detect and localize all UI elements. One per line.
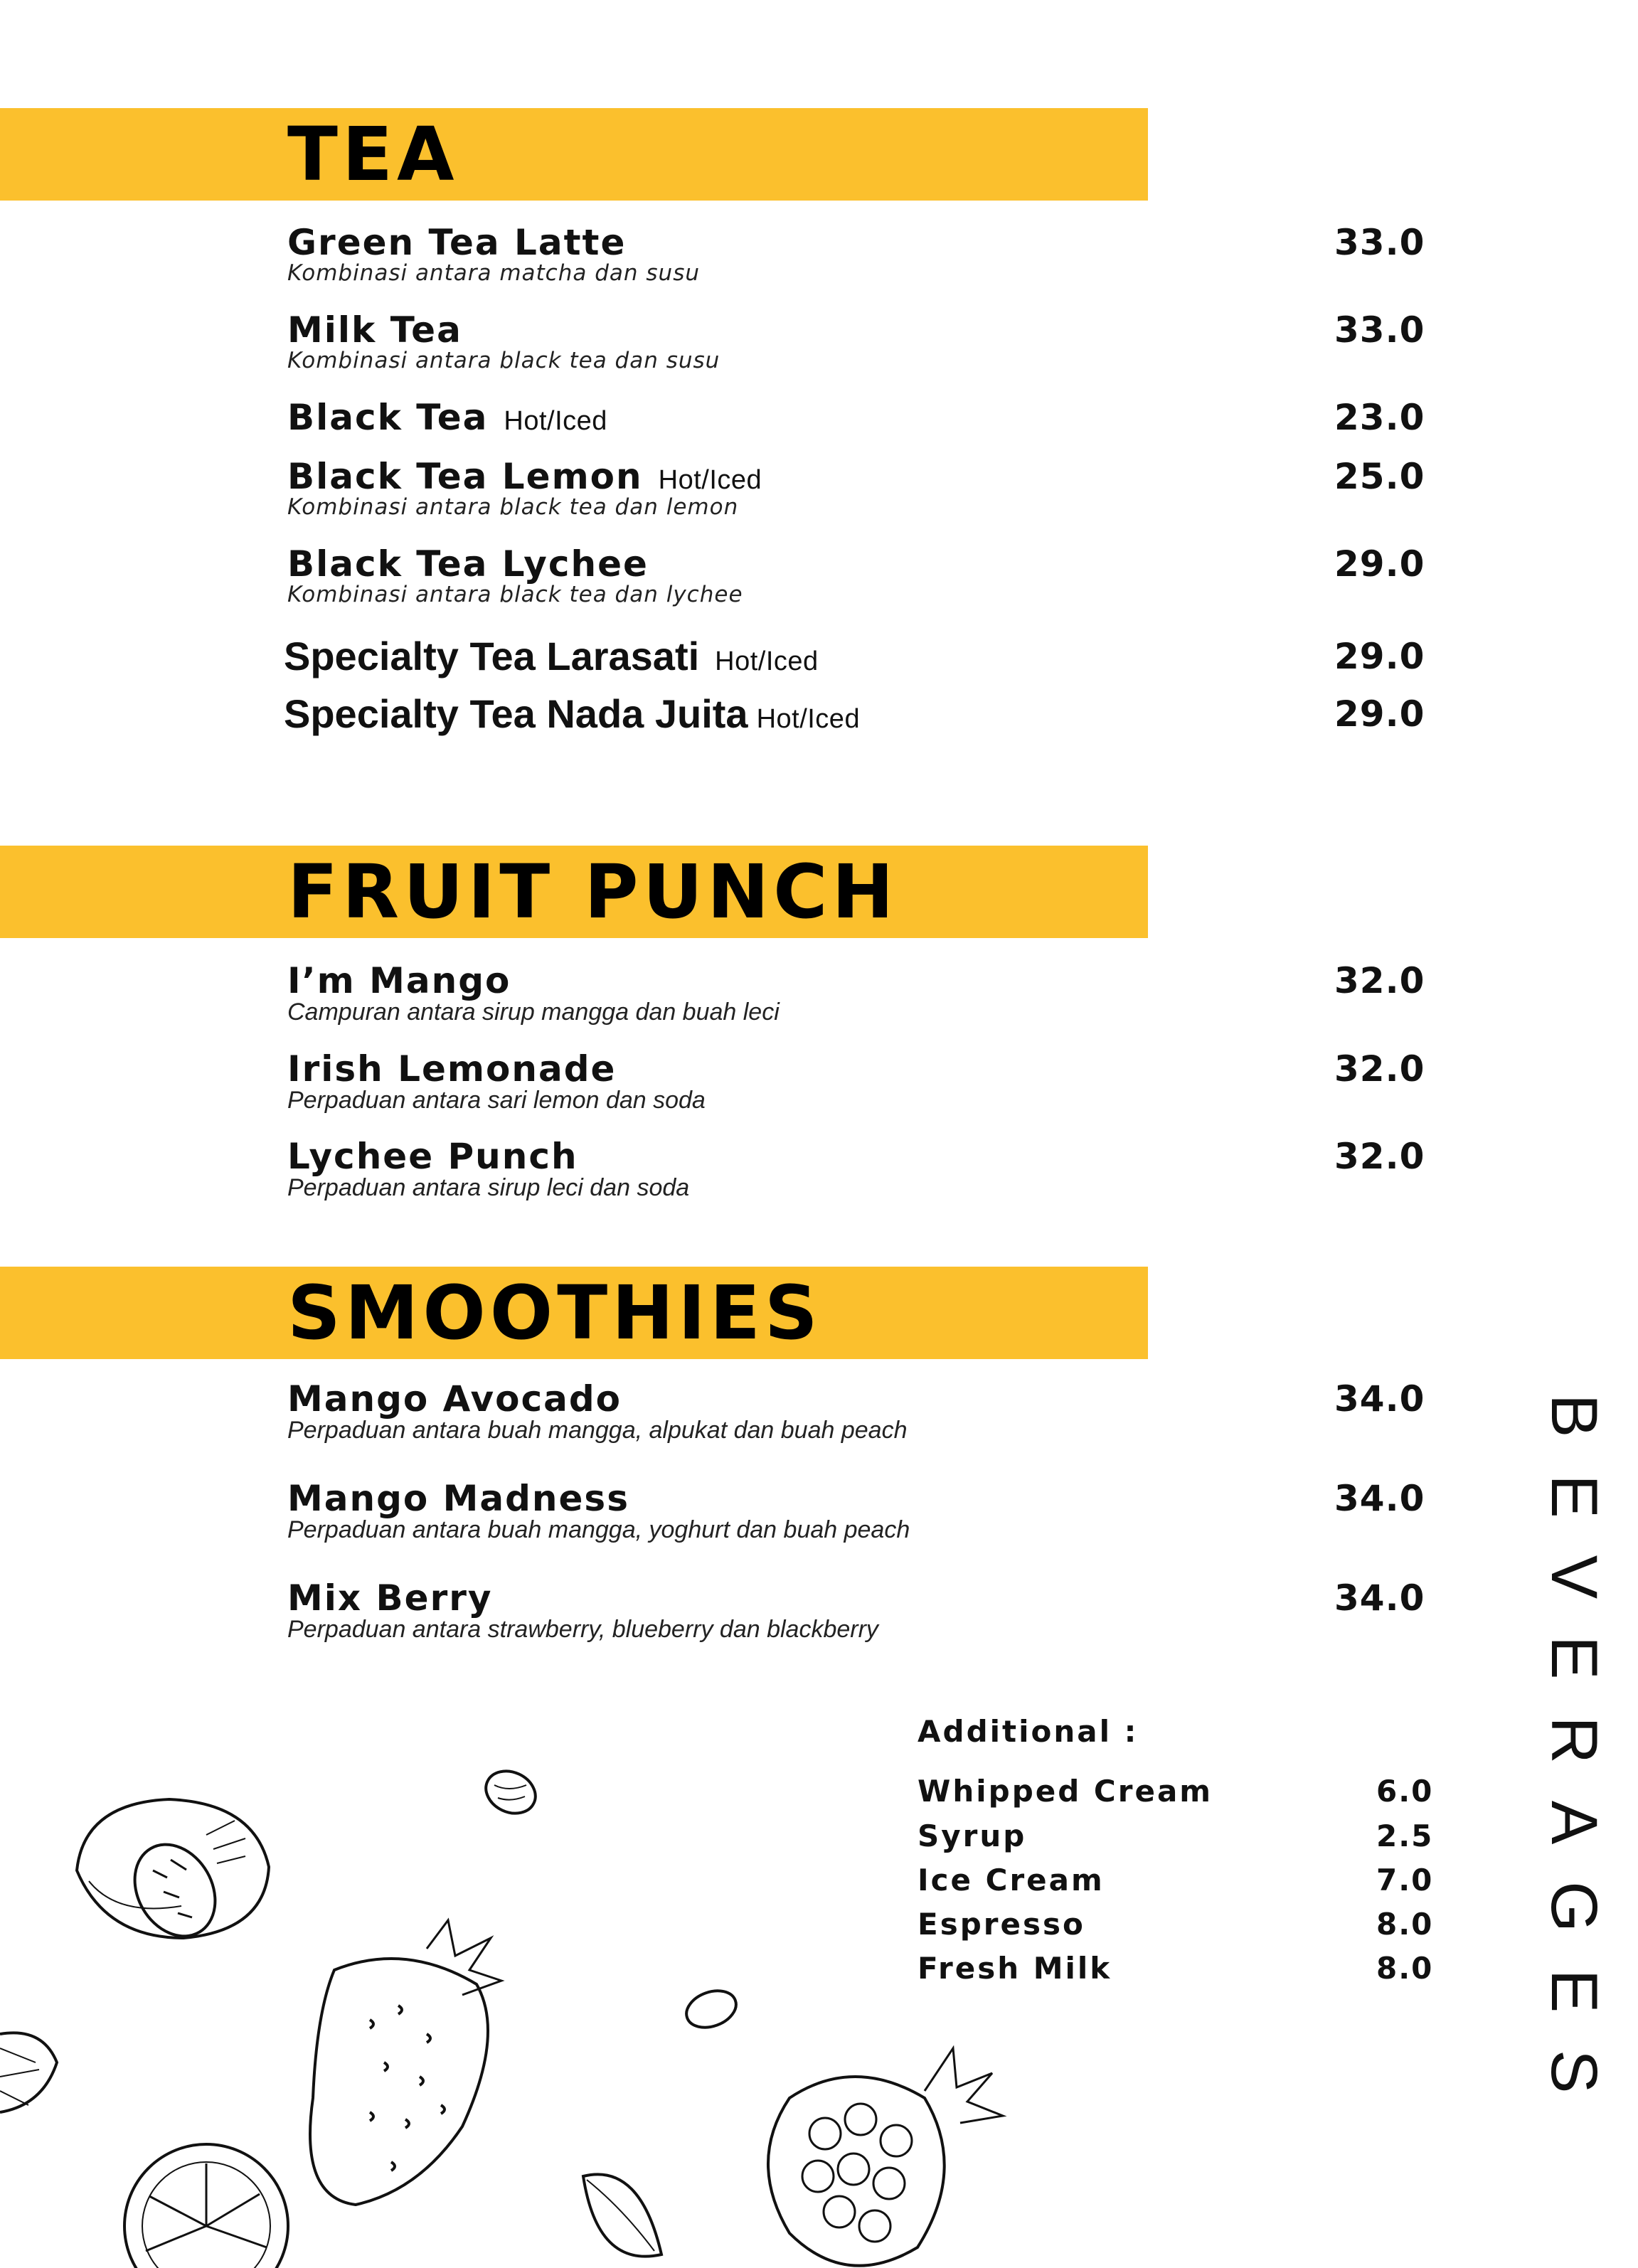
item-price: 33.0: [1334, 309, 1425, 351]
item-description: Kombinasi antara black tea dan lychee: [287, 582, 743, 607]
item-name-text: Specialty Tea Nada Juita: [284, 691, 748, 736]
item-price: 33.0: [1334, 222, 1425, 263]
orange-slice-icon: [124, 2144, 288, 2268]
menu-item: [284, 691, 1425, 772]
seed-icon: [479, 1763, 543, 1821]
menu-item: [287, 456, 1425, 534]
additional-item-name: Whipped Cream: [918, 1774, 1213, 1809]
additional-item-price: 8.0: [1376, 1951, 1434, 1986]
item-description: Campuran antara sirup mangga dan buah leci: [287, 999, 780, 1026]
item-description: Kombinasi antara black tea dan lemon: [287, 494, 739, 520]
item-description: Kombinasi antara black tea dan susu: [287, 348, 720, 373]
item-description: Perpaduan antara sirup leci dan soda: [287, 1174, 690, 1201]
side-title: BEVERAGES: [1538, 1394, 1610, 2131]
additional-item-price: 7.0: [1376, 1863, 1434, 1897]
item-name: I’m Mango: [287, 960, 511, 1001]
peach-half-icon: [77, 1799, 269, 1951]
item-description: Perpaduan antara buah mangga, alpukat dan buah peach: [287, 1417, 908, 1444]
item-price: 32.0: [1334, 1136, 1425, 1177]
lemon-slice-icon: [0, 2033, 57, 2112]
item-temperature-tag: Hot/Iced: [756, 704, 861, 734]
item-name: [284, 693, 860, 740]
item-temperature-tag: Hot/Iced: [715, 646, 819, 676]
item-price: 34.0: [1334, 1478, 1425, 1519]
seed-icon: [681, 1984, 741, 2034]
menu-item: [287, 543, 1425, 622]
item-price: 32.0: [1334, 960, 1425, 1001]
section-band-tea: [0, 108, 1148, 201]
item-temperature-tag: Hot/Iced: [658, 465, 762, 495]
item-description: Perpaduan antara buah mangga, yoghurt dan buah peach: [287, 1516, 910, 1543]
additional-item-price: 6.0: [1376, 1774, 1434, 1809]
menu-item: [287, 222, 1425, 300]
section-title: SMOOTHIES: [287, 1269, 822, 1356]
additional-item-price: 8.0: [1376, 1907, 1434, 1942]
item-price: 25.0: [1334, 456, 1425, 497]
menu-item: [287, 960, 1425, 1038]
item-description: Kombinasi antara matcha dan susu: [287, 260, 700, 286]
item-name-text: Black Tea: [287, 397, 489, 438]
item-price: 34.0: [1334, 1378, 1425, 1420]
additional-item-price: 2.5: [1376, 1819, 1434, 1853]
item-price: 34.0: [1334, 1577, 1425, 1619]
item-name-text: Specialty Tea Larasati: [284, 634, 700, 678]
item-name: Milk Tea: [287, 309, 462, 351]
item-price: 23.0: [1334, 397, 1425, 438]
additional-heading: Additional :: [918, 1714, 1139, 1749]
item-price: 29.0: [1334, 636, 1425, 677]
strawberry-icon: [310, 1920, 501, 2205]
menu-item: [287, 309, 1425, 388]
item-name: [287, 397, 607, 442]
menu-item: [287, 1136, 1425, 1214]
section-band-fruit-punch: [0, 846, 1148, 938]
leaf-icon: [583, 2174, 661, 2256]
item-name: Lychee Punch: [287, 1136, 578, 1177]
item-name: Black Tea Lychee: [287, 543, 649, 585]
item-price: 29.0: [1334, 693, 1425, 735]
item-name-text: Black Tea Lemon: [287, 456, 643, 497]
item-name: Mango Madness: [287, 1478, 629, 1519]
item-name: Green Tea Latte: [287, 222, 627, 263]
item-price: 29.0: [1334, 543, 1425, 585]
menu-item: [287, 1378, 1425, 1457]
section-title: FRUIT PUNCH: [287, 848, 898, 935]
additional-item-name: Syrup: [918, 1819, 1027, 1853]
section-band-smoothies: [0, 1267, 1148, 1359]
additional-item-name: Ice Cream: [918, 1863, 1105, 1897]
item-description: Perpaduan antara sari lemon dan soda: [287, 1087, 706, 1114]
item-temperature-tag: Hot/Iced: [504, 406, 607, 436]
item-price: 32.0: [1334, 1048, 1425, 1090]
menu-item: [287, 1478, 1425, 1556]
item-name: Mango Avocado: [287, 1378, 622, 1420]
item-name: Mix Berry: [287, 1577, 493, 1619]
raspberry-icon: [768, 2048, 1003, 2266]
item-description: Perpaduan antara strawberry, blueberry dan blackberry: [287, 1616, 878, 1643]
additional-item-name: Fresh Milk: [918, 1951, 1112, 1986]
additional-item-name: Espresso: [918, 1907, 1085, 1942]
menu-item: [287, 1048, 1425, 1127]
menu-item: [287, 1577, 1425, 1656]
item-name: [284, 636, 819, 682]
section-title: TEA: [287, 111, 459, 198]
item-name: Irish Lemonade: [287, 1048, 617, 1090]
fruit-illustration: [0, 1735, 1031, 2268]
